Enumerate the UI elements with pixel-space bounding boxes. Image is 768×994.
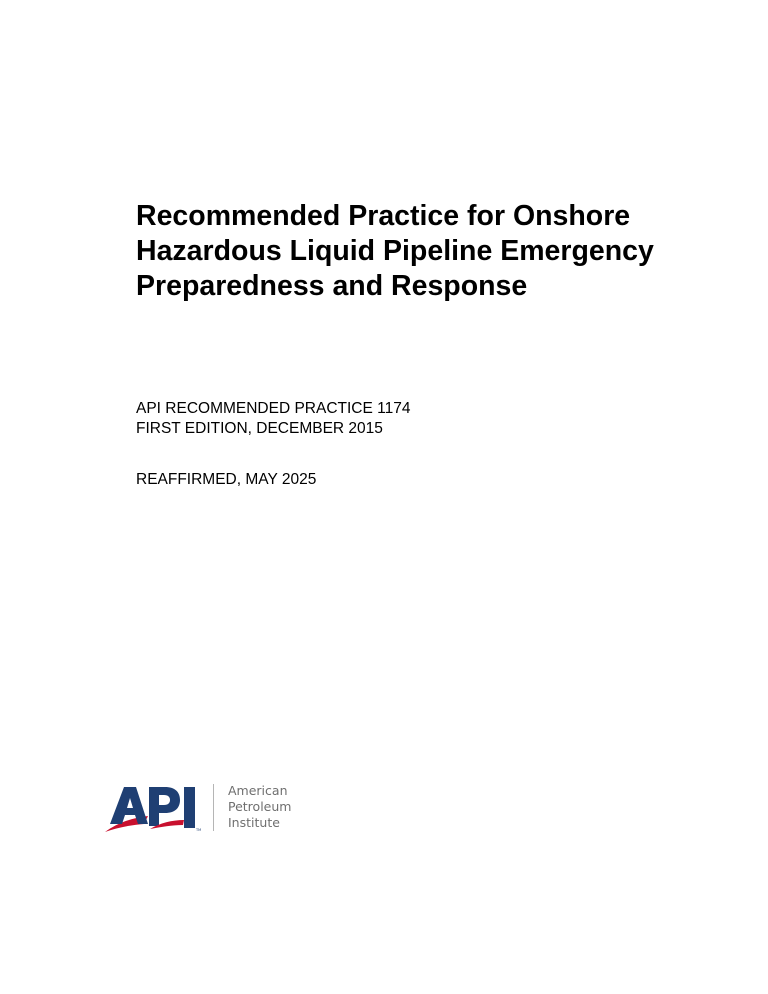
api-logo	[104, 783, 304, 835]
standard-designation: API RECOMMENDED PRACTICE 1174	[136, 400, 411, 417]
api-logo-letter-a	[110, 787, 148, 824]
document-title	[136, 199, 736, 304]
api-wordmark	[228, 783, 291, 831]
wordmark-line-2: Petroleum	[228, 799, 292, 814]
api-logo-letter-i	[184, 787, 195, 828]
reaffirmation-statement: REAFFIRMED, MAY 2025	[136, 471, 317, 488]
edition-statement: FIRST EDITION, DECEMBER 2015	[136, 420, 383, 437]
document-title-line-3: Preparedness and Response	[136, 270, 528, 302]
api-logo-letter-p	[149, 787, 180, 826]
wordmark-line-3: Institute	[228, 815, 280, 830]
api-logo-trademark: TM	[196, 828, 202, 832]
logo-divider	[213, 784, 214, 831]
document-title-line-1: Recommended Practice for Onshore	[136, 200, 631, 232]
api-logo-mark	[104, 783, 204, 833]
document-title-line-2: Hazardous Liquid Pipeline Emergency	[136, 235, 654, 267]
wordmark-line-1: American	[228, 783, 288, 798]
